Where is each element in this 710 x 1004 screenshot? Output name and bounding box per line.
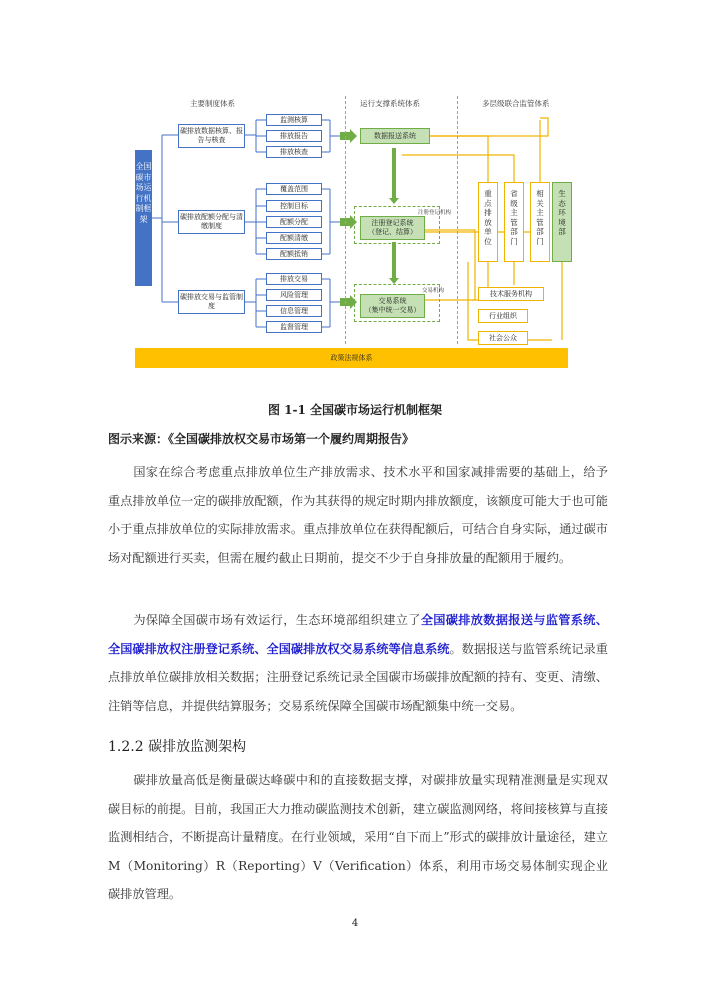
regulator-related-dept [530, 182, 550, 262]
group-label-trading: 碳排放交易与监管制度 [178, 290, 245, 314]
paragraph-2-post: 。数据报送与监管系统记录重点排放单位碳排放相关数据；注册登记系统记录全国碳市场碳排放配额的持有、变更、清缴、注销等信息，并提供结算服务；交易系统保障全国碳市场配额集中统一交易。 [108, 641, 608, 713]
column-head-institutions: 主要制度体系 [190, 99, 235, 108]
paragraph-2 [108, 606, 608, 720]
group-label-allocation: 碳排放配额分配与清缴制度 [178, 210, 245, 234]
regulator-ministry [552, 182, 572, 262]
paragraph-2-pre: 为保障全国碳市场有效运行，生态环境部组织建立了 [133, 613, 421, 627]
system-trading: 交易系统 （集中统一交易） [360, 294, 425, 318]
diagram-connectors [0, 0, 710, 380]
other-industry-org: 行业组织 [478, 309, 528, 323]
framework-diagram [0, 0, 710, 380]
section-heading: 1.2.2 碳排放监测架构 [108, 739, 247, 755]
figure-source: 图示来源：《全国碳排放权交易市场第一个履约周期报告》 [108, 432, 415, 446]
other-tech-service: 技术服务机构 [478, 287, 544, 301]
paragraph-3 [108, 766, 608, 909]
paragraph-1-text: 国家在综合考虑重点排放单位生产排放需求、技术水平和国家减排需要的基础上，给予重点排放单位一定的碳排放配额，作为其获得的规定时期内排放额度，该额度可能大于也可能小于重点排放单位的实际排放需求。重点排放单位在获得配额后，可结合自身实际，通过碳市场对配额进行买卖，但需在履约截止日期前，提交不少于自身排放量的配额用于履约。 [108, 465, 608, 565]
item-box: 排放报告 [266, 130, 322, 142]
column-head-supervision: 多层级联合监管体系 [482, 99, 550, 108]
item-box: 风险管理 [266, 289, 322, 301]
group-label-mrv: 碳排放数据核算、报告与核查 [178, 124, 245, 148]
divider-line [345, 96, 346, 344]
side-label: 全国碳市场运行机制框架 [135, 150, 152, 286]
paragraph-1 [108, 458, 608, 572]
column-head-support-systems: 运行支撑系统体系 [360, 99, 420, 108]
item-box: 配额抵销 [266, 248, 322, 260]
item-box: 监测核算 [266, 114, 322, 126]
system-registry: 注册登记系统 （登记、结算） [360, 216, 425, 240]
paragraph-2-highlight: 全国碳排放数据报送与监管系统、全国碳排放权注册登记系统、全国碳排放权交易系统等信息系统 [108, 613, 608, 656]
paragraph-3-text: 碳排放量高低是衡量碳达峰碳中和的直接数据支撑，对碳排放量实现精准测量是实现双碳目标的前提。目前，我国正大力推动碳监测技术创新，建立碳监测网络，将间接核算与直接监测相结合，不断提高计量精度。在行业领域，采用“自下而上”形式的碳排放计量途径，建立 M（Monitoring）R（Reporting）V（Verification）体系，利用市场交易体制实现企业碳排放管理。 [108, 773, 608, 901]
regulator-label: 省级主管部门 [510, 189, 518, 246]
policy-law-bar: 政策法规体系 [135, 348, 568, 368]
other-public: 社会公众 [478, 331, 528, 345]
item-box: 排放核查 [266, 146, 322, 158]
regulator-key-units [478, 182, 498, 262]
item-box: 配额清缴 [266, 232, 322, 244]
item-box: 控制目标 [266, 200, 322, 212]
item-box: 监督管理 [266, 321, 322, 333]
item-box: 覆盖范围 [266, 183, 322, 195]
trading-org-tag: 交易机构 [422, 288, 445, 294]
registry-org-tag: 注册登记机构 [418, 210, 452, 216]
system-data-reporting: 数据报送系统 [360, 128, 430, 144]
item-box: 配额分配 [266, 216, 322, 228]
divider-line [457, 96, 458, 344]
regulator-label: 生态环境部 [558, 189, 566, 236]
figure-caption: 图 1-1 全国碳市场运行机制框架 [267, 403, 443, 417]
page-number: 4 [351, 918, 359, 929]
regulator-label: 重点排放单位 [484, 189, 492, 246]
regulator-label: 相关主管部门 [536, 189, 544, 246]
item-box: 排放交易 [266, 273, 322, 285]
item-box: 信息管理 [266, 305, 322, 317]
regulator-provincial [504, 182, 524, 262]
